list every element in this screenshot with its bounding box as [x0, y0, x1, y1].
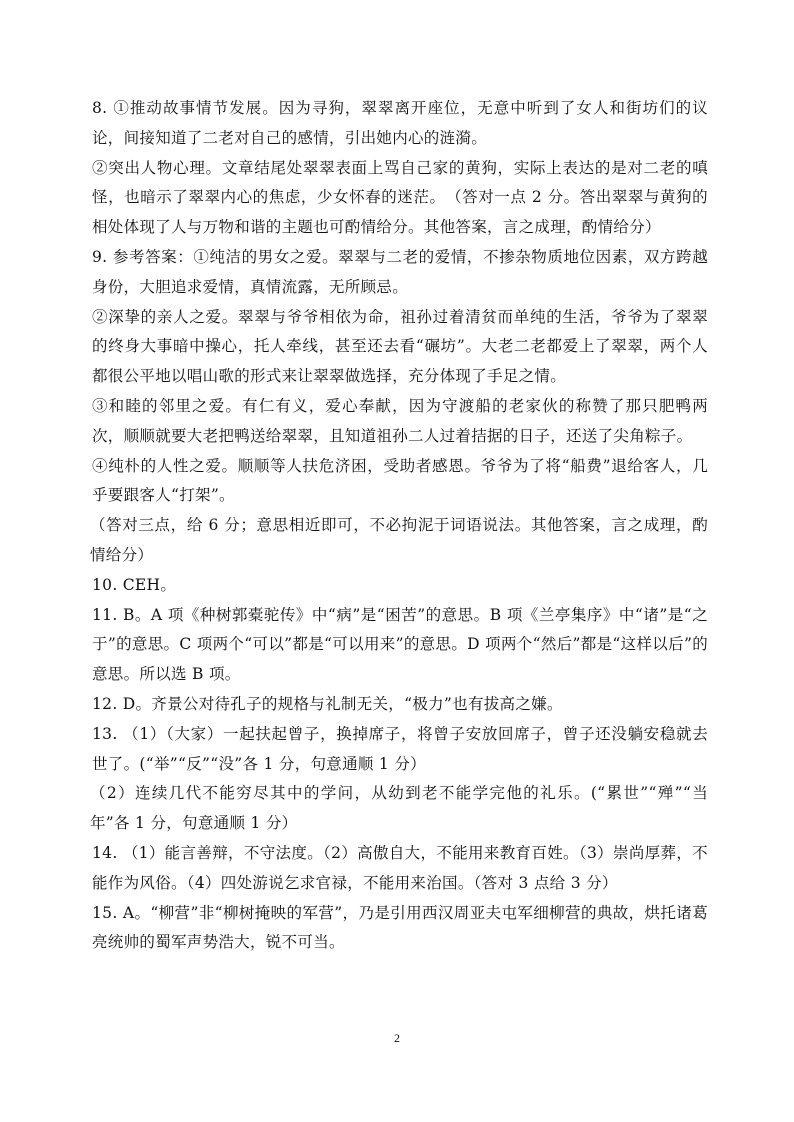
answer-9-part1: 9. 参考答案：①纯洁的男女之爱。翠翠与二老的爱情，不掺杂物质地位因素，双方跨越身份，大胆追求爱情，真情流露，无所顾忌。: [92, 247, 708, 296]
page-number: 2: [394, 1031, 400, 1045]
answer-11: 11. B。A 项《种树郭橐驼传》中“病”是“困苦”的意思。B 项《兰亭集序》中“诸”是“之于”的意思。C 项两个“可以”都是“可以用来”的意思。D 项两个“然后”都是“这样以后”的意思。所以选 B 项。: [92, 605, 708, 684]
answer-9-scoring-note: （答对三点，给 6 分；意思相近即可，不必拘泥于词语说法。其他答案，言之成理，酌情给分）: [90, 516, 708, 564]
answer-8-part2: ②突出人物心理。文章结尾处翠翠表面上骂自己家的黄狗，实际上表达的是对二老的嗔怪，也暗示了翠翠内心的焦虑，少女怀春的迷茫。 （答对一点 2 分。答出翠翠与黄狗的相处体现了人与万物和谐的主题也可酌情给分。其他答案，言之成理，酌情给分）: [92, 158, 708, 237]
answer-12: 12. D。齐景公对待孔子的规格与礼制无关，“极力”也有拔高之嫌。: [92, 694, 563, 713]
answer-9-part2: ②深挚的亲人之爱。翠翠与爷爷相依为命，祖孙过着清贫而单纯的生活，爷爷为了翠翠的终身大事暗中操心，托人牵线，甚至还去看“碾坊”。大老二老都爱上了翠翠，两个人都很公平地以唱山歌的形式来让翠翠做选择，充分体现了手足之情。: [92, 307, 708, 386]
answer-10: 10. CEH。: [92, 575, 177, 594]
answer-key-body: [92, 94, 708, 958]
answer-13-part2: （2）连续几代不能穷尽其中的学问，从幼到老不能学完他的礼乐。(“累世”“殚”“当年”各 1 分，句意通顺 1 分）: [90, 784, 708, 833]
answer-9-part4: ④纯朴的人性之爱。顺顺等人扶危济困，受助者感恩。爷爷为了将“船费”退给客人，几乎要跟客人“打架”。: [92, 456, 708, 505]
answer-8-part1: 8. ①推动故事情节发展。因为寻狗，翠翠离开座位，无意中听到了女人和街坊们的议论，间接知道了二老对自己的感情，引出她内心的涟漪。: [92, 99, 708, 147]
answer-9-part3: ③和睦的邻里之爱。有仁有义，爱心奉献，因为守渡船的老家伙的称赞了那只肥鸭两次，顺顺就要大老把鸭送给翠翠，且知道祖孙二人过着拮据的日子，还送了尖角粽子。: [92, 396, 708, 445]
answer-14: 14. （1）能言善辩，不守法度。（2）高傲自大，不能用来教育百姓。（3）崇尚厚葬，不能作为风俗。（4）四处游说乞求官禄，不能用来治国。（答对 3 点给 3 分）: [92, 843, 708, 892]
answer-15: 15. A。“柳营”非“柳树掩映的军营”，乃是引用西汉周亚夫屯军细柳营的典故，烘托诸葛亮统帅的蜀军声势浩大，锐不可当。: [92, 903, 708, 952]
answer-13-part1: 13. （1）（大家）一起扶起曾子，换掉席子，将曾子安放回席子，曾子还没躺安稳就去世了。(“举”“反”“没”各 1 分，句意通顺 1 分）: [92, 724, 708, 773]
